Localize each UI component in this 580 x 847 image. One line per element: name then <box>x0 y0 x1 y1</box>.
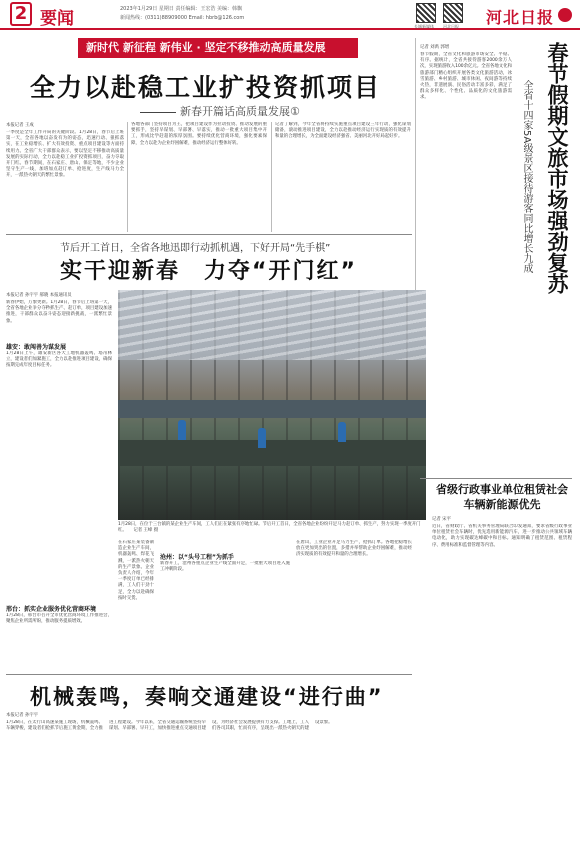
emblem-icon <box>558 8 572 22</box>
main-subhead: 新春开篇话高质量发展① <box>140 103 300 119</box>
bottom-story-body: 1月28日，在太行山高速某施工现场，机械轰鸣、车辆穿梭，建设者们抢抓节后施工黄金期，全力推进工程建设。今年以来，全省交通运输系统坚持早谋划、早部署、早开工，加快推进重点交通项目建设，为经济社会发展提供有力支撑。工地上，工人们各司其职，忙而有序，呈现出一派热火朝天的建设景象。 <box>6 720 333 732</box>
bottom-byline: 本报记者 孙宇宇 <box>6 713 39 718</box>
photo-story-kicker: 节后开工首日，全省各地迅即行动抓机遇，下好开局“先手棋” <box>60 243 331 254</box>
bottom-headline[interactable]: 机械轰鸣，奏响交通建设“进行曲” <box>30 685 384 709</box>
factory-photo[interactable] <box>118 290 426 520</box>
rental-story-body: 近日，省财政厅、省机关事务管理局联合印发通知，要求省级行政事业单位租赁社会车辆时，优先选用新能源汽车，进一步推动公共领域车辆电动化，助力实现碳达峰碳中和目标。通知明确了租赁范围、租赁程序、费用标准和监督管理等内容。 <box>432 524 572 548</box>
section-divider <box>420 478 572 479</box>
photo-production-line <box>118 400 426 418</box>
main-byline: 本报记者 王成 <box>6 123 34 128</box>
subsection-heading: 邢台：抓实企业服务优化营商环境 <box>6 606 97 613</box>
main-story-col3: 记者了解到，今年全省将持续实施重点项目建设三年行动，强化谋划储备，滚动推进项目建设，全力以赴推动经济运行实现质的有效提升和量的合理增长，为全面建设经济强省、美丽河北开好局起好步。 <box>275 122 411 140</box>
photo-story-right-col: 在唐山，工业企业开足马力生产，抢抓订单。各地把稳增长放在更加突出的位置，多措并举帮助企业纾困解难，推动经济实现质的有效提升和量的合理增长。 <box>296 540 412 558</box>
photo-caption: 1月28日，在位于三台镇的某企业生产车间，工人们正在紧张有序地忙碌。节后开工首日，全省各地企业纷纷开足马力赶订单、抓生产，努力实现一季度开门红。 记者 王峰 摄 <box>118 522 421 533</box>
photo-worker <box>338 422 346 442</box>
section-title: 要闻 <box>40 9 74 29</box>
subsection-body: 1月28日上午，雄安新区各大工地机器轰鸣、塔吊林立，建设者们加紧施工，全力以赴推进项目建设，确保按期完成年度目标任务。 <box>6 351 112 369</box>
section-divider <box>6 674 412 675</box>
masthead <box>0 0 580 30</box>
column-divider <box>127 122 128 232</box>
feature-vertical-title[interactable]: 春节假期文旅市场强劲复苏 <box>545 42 569 294</box>
main-story-col2: 各地各部门坚持项目为王，把项目建设作为拉动投资、推动发展的重要抓手，坚持早谋划、早部署、早落实，推动一批重大项目集中开工，形成比学赶超的浓厚氛围。要持续优化营商环境，强化要素保障，全力以赴为企业纾困解难，推动经济运行整体好转。 <box>131 122 267 146</box>
rental-story-byline: 记者 宋平 <box>432 517 451 522</box>
feature-byline: 记者 刘禹 郭增 <box>420 45 450 50</box>
edition-meta: 2023年1月29日 星期日 责任编辑：王宏浩 美编：韩飘 <box>120 6 243 12</box>
section-divider <box>6 234 412 235</box>
photo-story-headline[interactable]: 实干迎新春 力夺“开门红” <box>60 259 357 284</box>
qr-label: 长城新媒体 <box>414 24 434 29</box>
photo-ceiling <box>118 290 426 360</box>
main-story-col1: 一季度是全年工作开局的关键阶段。1月28日，春节后上班第一天，全省各地以奋发有为的姿态，迅速行动、狠抓落实，在工业稳增长、扩大有效投资、重点项目建设等方面持续用力。全省广大干部群众表示，要以坚定不移推动高质量发展的实际行动，全力以赴稳工业扩投资抓项目，奋力夺取开门红。春节期间，在石家庄、唐山、保定等地，不少企业坚守生产一线，加班加点赶订单、抢进度，生产线马力全开，一派热火朝天的繁忙景象。 <box>6 130 124 179</box>
subsection-heading: 雄安：敢闯善为谋发展 <box>6 344 67 351</box>
main-headline[interactable]: 全力以赴稳工业扩投资抓项目 <box>30 73 382 102</box>
qr-code-icon[interactable] <box>443 3 463 23</box>
paper-logo: 河北日报 <box>485 8 554 27</box>
qr-code-icon[interactable] <box>416 3 436 23</box>
photo-worker <box>178 420 186 440</box>
photo-production-line <box>118 440 426 466</box>
qr-label: 河北日报 <box>443 24 459 29</box>
photo-story-intro: 新春伊始，万象更新。1月28日，春节后上班第一天，全省各地企业争分夺秒抓生产、赶订单，项目建设加速推进，干部群众以奋斗姿态迎接新挑战，一派繁忙景象。 <box>6 300 112 324</box>
subsection-body: 1月28日，邢台市召开全市优化营商环境工作推进会，聚焦企业所需所盼，推动服务提质增效。 <box>6 613 112 625</box>
subsection-heading: 沧州：以“头号工程”为抓手 <box>160 554 234 561</box>
theme-banner: 新时代 新征程 新伟业 · 坚定不移推动高质量发展 <box>78 38 358 58</box>
page-number: 2 <box>10 2 32 26</box>
contact-meta: 新闻热线：(0311)88909000 Email: hbrb@126.com <box>120 15 245 21</box>
feature-body: 春节假期，全省文化和旅游市场安全、平稳、有序。据统计，全省共接待游客2000余万人次，实现旅游收入100余亿元。全省各地文化和旅游部门精心组织开展各类文化旅游活动，冰雪旅游、乡村旅游、城市休闲、夜间游等持续火热，非遗展演、民俗活动丰富多彩，满足了群众多样化、个性化、品质化的文化旅游需求。 <box>420 52 512 101</box>
column-divider <box>271 122 272 232</box>
photo-worker <box>258 428 266 448</box>
rental-story-title[interactable]: 省级行政事业单位租赁社会车辆新能源优先 <box>436 483 568 511</box>
feature-vertical-subtitle: 全省十四家5A级景区接待游客同比增长九成 <box>521 80 532 274</box>
subsection-body: 新春开工，沧州各重点企业生产线全面开足，一批重大项目进入施工冲刺阶段。 <box>160 561 290 573</box>
photo-story-mid-col: 在石家庄某装备制造企业生产车间，机器轰鸣、焊花飞溅，一派热火朝天的生产景象。企业负责人介绍，今年一季度订单已经排满，工人们干劲十足，全力以赴确保按时交货。 <box>118 540 154 601</box>
photo-story-byline: 本报记者 孙宇宇 郝晓 本报通讯员 <box>6 293 72 298</box>
